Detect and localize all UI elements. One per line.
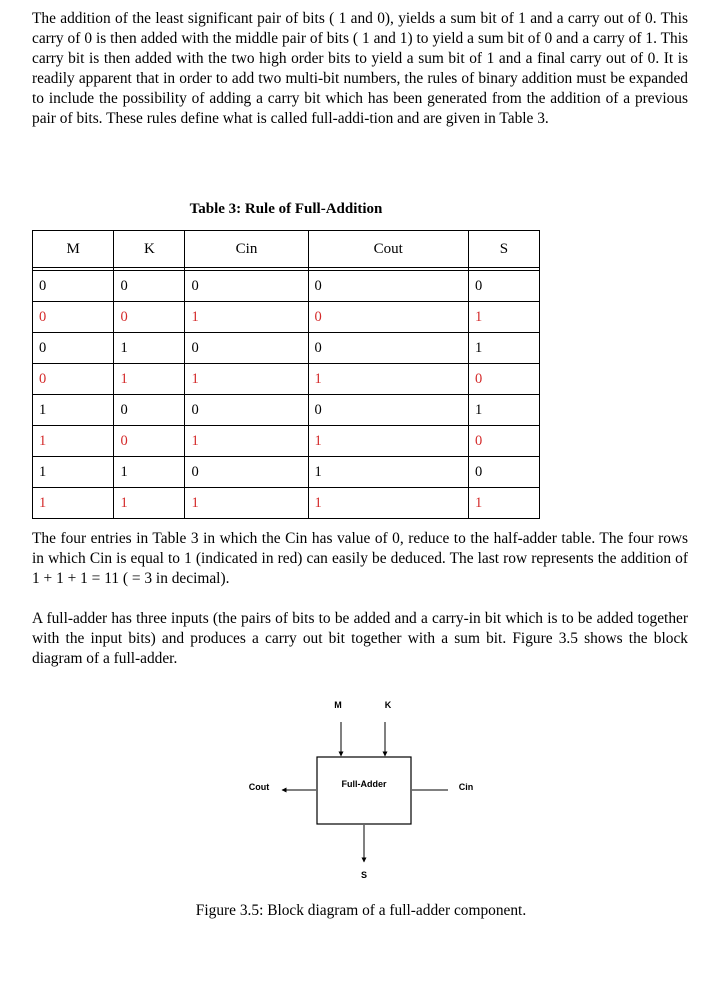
header-m: M <box>33 231 114 268</box>
table-cell-k: 0 <box>114 426 185 457</box>
header-s: S <box>468 231 539 268</box>
table-cell-s: 1 <box>468 395 539 426</box>
table-cell-m: 0 <box>33 333 114 364</box>
table-cell-s: 0 <box>468 457 539 488</box>
table-cell-m: 0 <box>33 302 114 333</box>
table-cell-cin: 0 <box>185 271 308 302</box>
table-cell-cin: 1 <box>185 302 308 333</box>
table-cell-cout: 1 <box>308 364 468 395</box>
table-cell-cout: 0 <box>308 302 468 333</box>
table-row <box>33 271 540 302</box>
table-row <box>33 364 540 395</box>
table-cell-k: 1 <box>114 333 185 364</box>
table-cell-cout: 1 <box>308 457 468 488</box>
table-row <box>33 426 540 457</box>
table-row <box>33 457 540 488</box>
full-adder-label: Full-Adder <box>341 779 387 789</box>
table-cell-cout: 1 <box>308 488 468 519</box>
table-cell-k: 1 <box>114 457 185 488</box>
input-m-label: M <box>334 700 342 710</box>
table-cell-k: 0 <box>114 302 185 333</box>
header-k: K <box>114 231 185 268</box>
table-cell-cin: 0 <box>185 333 308 364</box>
table-cell-cout: 0 <box>308 271 468 302</box>
full-adder-paragraph: A full-adder has three inputs (the pairs of bits to be added and a carry-in bit which is to be added together with the input bits) and produces a carry out bit together with a sum bit. Figure 3.5 shows the block diagram of a full-adder. <box>32 610 688 667</box>
table-cell-s: 0 <box>468 364 539 395</box>
table-cell-cin: 1 <box>185 364 308 395</box>
header-cin: Cin <box>185 231 308 268</box>
table-row <box>33 488 540 519</box>
table-cell-s: 0 <box>468 426 539 457</box>
table-cell-cin: 1 <box>185 426 308 457</box>
table-header-row <box>33 231 540 268</box>
table-cell-m: 1 <box>33 426 114 457</box>
input-cin-label: Cin <box>458 782 474 792</box>
table-cell-m: 0 <box>33 364 114 395</box>
table-cell-m: 1 <box>33 395 114 426</box>
output-s-label: S <box>360 870 368 880</box>
table-cell-k: 1 <box>114 488 185 519</box>
output-cout-label: Cout <box>248 782 270 792</box>
table-cell-cout: 0 <box>308 395 468 426</box>
table-cell-k: 0 <box>114 395 185 426</box>
table-cell-m: 1 <box>33 488 114 519</box>
table-cell-k: 0 <box>114 271 185 302</box>
full-adder-block <box>317 757 411 824</box>
table-cell-cin: 0 <box>185 457 308 488</box>
header-cout: Cout <box>308 231 468 268</box>
table-cell-k: 1 <box>114 364 185 395</box>
table-cell-cin: 1 <box>185 488 308 519</box>
figure-caption: Figure 3.5: Block diagram of a full-adder component. <box>195 902 527 919</box>
table-cell-m: 1 <box>33 457 114 488</box>
table-cell-s: 1 <box>468 333 539 364</box>
input-k-label: K <box>384 700 392 710</box>
full-adder-block-diagram <box>230 690 490 890</box>
after-table-paragraph: The four entries in Table 3 in which the Cin has value of 0, reduce to the half-adder table. The four rows in which Cin is equal to 1 (indicated in red) can easily be deduced. The last row represents the addition of 1 + 1 + 1 = 11 ( = 3 in decimal). <box>32 530 688 587</box>
table-row <box>33 302 540 333</box>
table-row <box>33 333 540 364</box>
table-cell-cout: 0 <box>308 333 468 364</box>
table-cell-s: 1 <box>468 302 539 333</box>
table-cell-cout: 1 <box>308 426 468 457</box>
full-addition-table <box>32 230 540 519</box>
table-row <box>33 395 540 426</box>
table-caption: Table 3: Rule of Full-Addition <box>189 201 383 217</box>
table-cell-s: 0 <box>468 271 539 302</box>
intro-paragraph: The addition of the least significant pair of bits ( 1 and 0), yields a sum bit of 1 and a carry out of 0. This carry of 0 is then added with the middle pair of bits ( 1 and 1) to yield a sum bit of 0 and a carry of 1. This carry bit is then added with the two high order bits to yield a sum bit of 1 and a final carry out of 0. It is readily apparent that in order to add two multi-bit numbers, the rules of binary addition must be expanded to include the possibility of adding a carry bit which has been generated from the addition of a previous pair of bits. These rules define what is called full-addi-tion and are given in Table 3. <box>32 10 688 127</box>
table-cell-m: 0 <box>33 271 114 302</box>
table-cell-cin: 0 <box>185 395 308 426</box>
table-cell-s: 1 <box>468 488 539 519</box>
